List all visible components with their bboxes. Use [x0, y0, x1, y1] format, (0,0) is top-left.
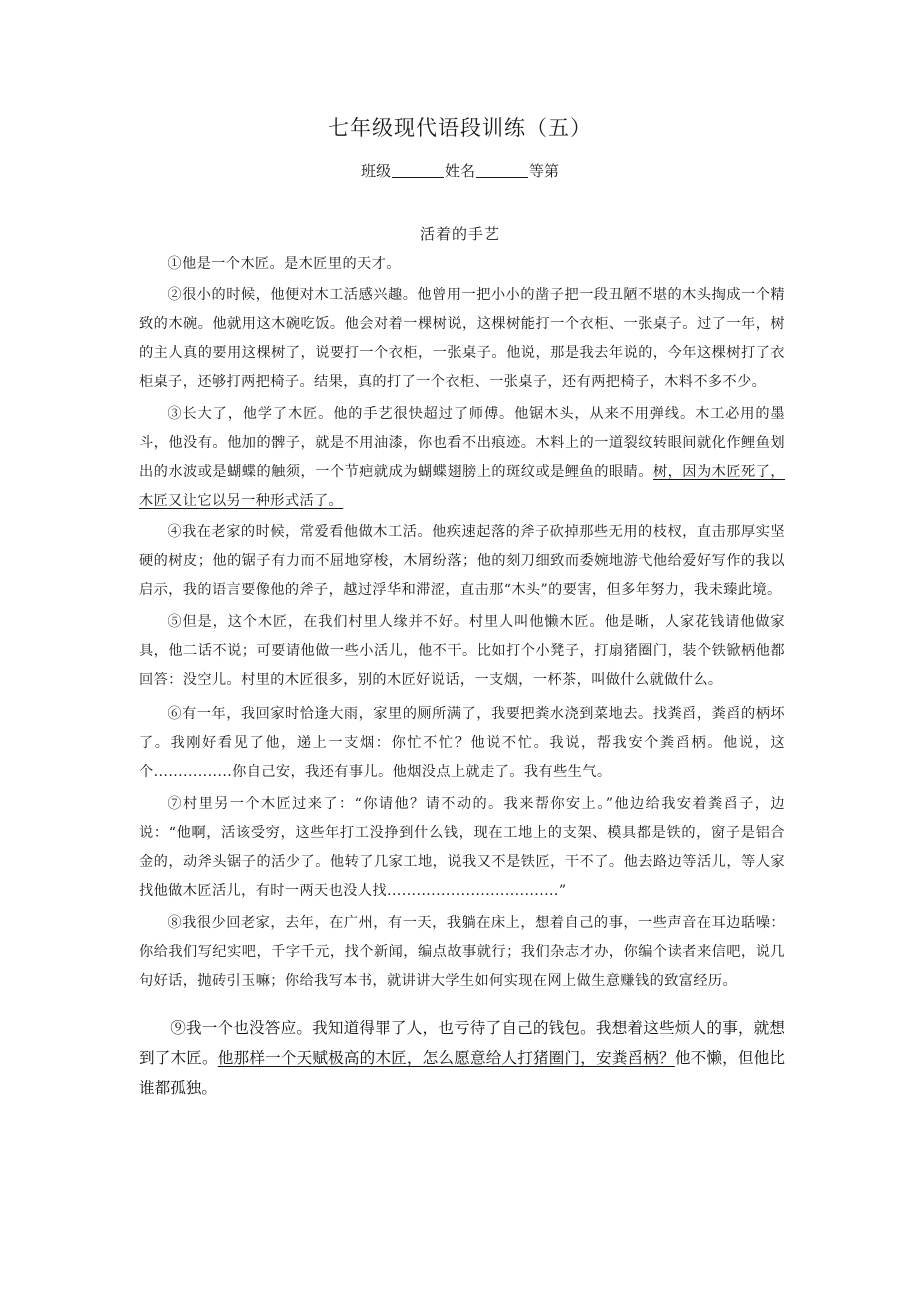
article-title: 活着的手艺: [419, 225, 500, 243]
paragraph-9-underlined-question: 他那样一个天赋极高的木匠，怎么愿意给人打猪圈门，安粪舀柄？: [217, 1049, 675, 1067]
grade-label: 等第: [529, 162, 560, 180]
paragraph-7: ⑦村里另一个木匠过来了：“你请他？请不动的。我来帮你安上。”他边给我安着粪舀子，边说：“他啊，活该受穷，这些年打工没挣到什么钱，现在工地上的支架、模具都是铁的，窗子是铝合金的，动斧头锯子的活少了。他转了几家工地，说我又不是铁匠，干不了。他去路边等活儿，等人家找他做木匠活儿，有时一两天也没人找...................................”: [139, 796, 785, 899]
paragraph-8: ⑧我很少回老家，去年，在广州，有一天，我躺在床上，想着自己的事，一些声音在耳边聒噪：你给我们写纪实吧，千字千元，找个新闻，编点故事就行；我们杂志才办，你编个读者来信吧，说几句好话，抛砖引玉嘛；你给我写本书，就讲讲大学生如何实现在网上做生意赚钱的致富经历。: [139, 915, 785, 989]
paragraph-6: ⑥有一年，我回家时恰逢大雨，家里的厕所满了，我要把粪水浇到菜地去。找粪舀，粪舀的柄坏了。我刚好看见了他，递上一支烟：你忙不忙？他说不忙。我说，帮我安个粪舀柄。他说，这个................你自己安，我还有事儿。他烟没点上就走了。我有些生气。: [139, 706, 785, 780]
paragraph-3-text: ③长大了，他学了木匠。他的手艺很快超过了师傅。他锯木头，从来不用弹线。木工必用的墨斗，他没有。他加的髀子，就是不用油漆，你也看不出痕迹。木料上的一道裂纹转眼间就化作鲤鱼划出的水波或是蝴蝶的触须，一个节疤就成为蝴蝶翅膀上的斑纹或是鲤鱼的眼睛。: [139, 406, 785, 480]
paragraph-2: ②很小的时候，他便对木工活感兴趣。他曾用一把小小的凿子把一段丑陋不堪的木头掏成一个精致的木碗。他就用这木碗吃饭。他会对着一棵树说，这棵树能打一个衣柜、一张桌子。过了一年，树的主人真的要用这棵树了，说要打一个衣柜，一张桌子。他说，那是我去年说的，今年这棵树打了衣柜桌子，还够打两把椅子。结果，真的打了一个衣柜、一张桌子，还有两把椅子，木料不多不少。: [139, 287, 785, 390]
name-label: 姓名: [444, 162, 475, 180]
paragraph-9-ending: 他不懒，但他比谁都孤独。: [139, 1049, 785, 1097]
paragraph-3-underlined-sentence: 树，因为木匠死了，木匠又让它以另一种形式活了。: [139, 464, 785, 509]
paragraph-1: ①他是一个木匠。是木匠里的天才。: [167, 256, 401, 272]
paragraph-9-text: ⑨我一个也没答应。我知道得罪了人，也亏待了自己的钱包。我想着这些烦人的事，就想到了木匠。: [139, 1019, 785, 1067]
name-blank: [476, 161, 528, 178]
page-title: 七年级现代语段训练（五）: [328, 116, 592, 140]
student-info-line: [0, 158, 920, 184]
paragraph-9: [139, 1013, 785, 1103]
class-blank: [392, 161, 444, 178]
paragraph-5: ⑤但是，这个木匠，在我们村里人缘并不好。村里人叫他懒木匠。他是晰，人家花钱请他做家具，他二话不说；可要请他做一些小活儿，他不干。比如打个小凳子，打扇猪圈门，装个铁锨柄他都回答：没空儿。村里的木匠很多，别的木匠好说话，一支烟，一杯茶，叫做什么就做什么。: [139, 614, 785, 688]
class-label: 班级: [360, 162, 391, 180]
paragraph-4: ④我在老家的时候，常爱看他做木工活。他疾速起落的斧子砍掉那些无用的枝杈，直击那厚实坚硬的树皮；他的锯子有力而不屈地穿梭，木屑纷落；他的刻刀细致而委婉地游弋他给爱好写作的我以启示，我的语言要像他的斧子，越过浮华和滞涩，直击那“木头”的要害，但多年努力，我未臻此境。: [139, 524, 785, 598]
paragraph-3: [139, 400, 785, 516]
